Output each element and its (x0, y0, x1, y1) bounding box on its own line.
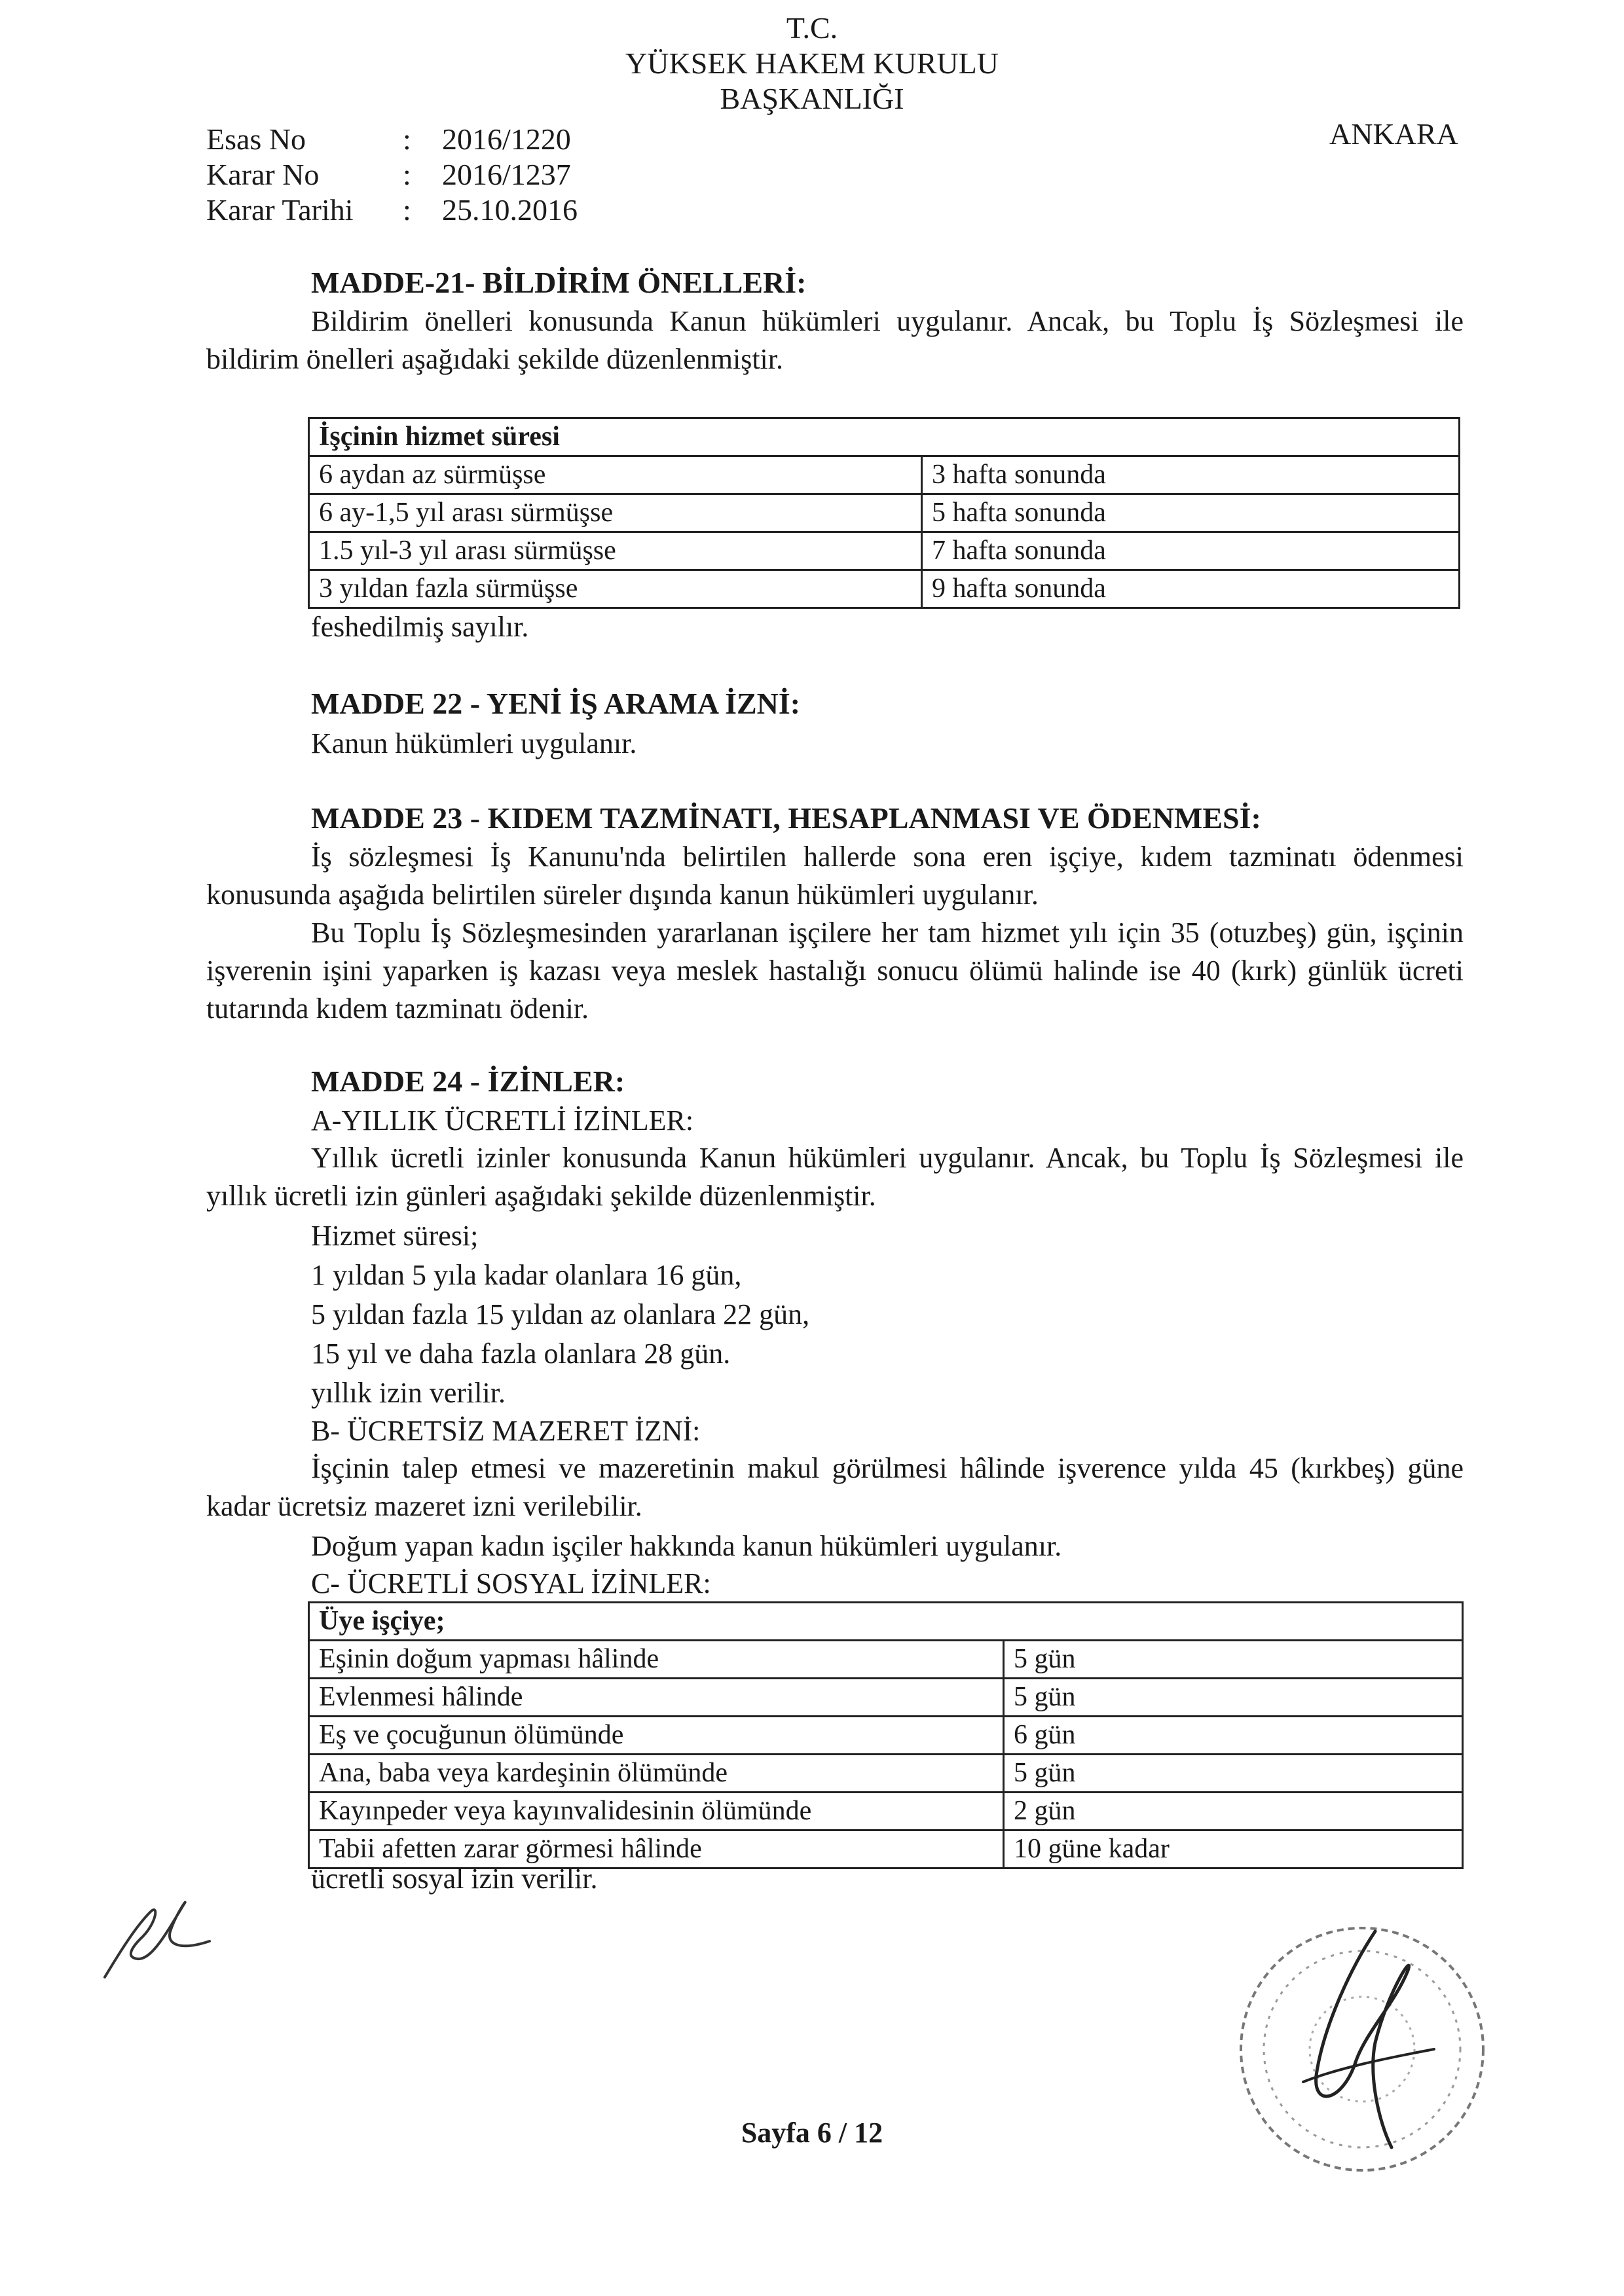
handwritten-initials (85, 1886, 216, 1990)
m23-para1: İş sözleşmesi İş Kanunu'nda belirtilen hallerde sona eren işçiye, kıdem tazminatı ödenmesi konusunda aşağıda belirtilen süreler dışında kanun hükümleri uygulanır. (206, 841, 1464, 911)
table-row: 3 yıldan fazla sürmüşse 9 hafta sonunda (309, 570, 1460, 608)
m21-title: MADDE-21- BİLDİRİM ÖNELLERİ: (311, 266, 807, 299)
case-meta (206, 122, 578, 228)
m24-a-line-2: 1 yıldan 5 yıla kadar olanlara 16 gün, (311, 1259, 742, 1291)
table-row: 6 aydan az sürmüşse 3 hafta sonunda (309, 456, 1460, 494)
table-header: Üye işçiye; (309, 1603, 1463, 1641)
m21-para: Bildirim önelleri konusunda Kanun hükümleri uygulanır. Ancak, bu Toplu İş Sözleşmesi ile bildirim önelleri aşağıdaki şekilde düzenlenmiştir. (206, 305, 1464, 375)
m24-a-para: Yıllık ücretli izinler konusunda Kanun hükümleri uygulanır. Ancak, bu Toplu İş Sözleşmesi ile yıllık ücretli izin günleri aşağıdaki şekilde düzenlenmiştir. (206, 1142, 1464, 1212)
m24-c-title: C- ÜCRETLİ SOSYAL İZİNLER: (311, 1567, 711, 1599)
table-row: Ana, baba veya kardeşinin ölümünde 5 gün (309, 1755, 1463, 1793)
table-row: Eş ve çocuğunun ölümünde 6 gün (309, 1717, 1463, 1755)
social-leave-table (308, 1601, 1464, 1869)
city-label: ANKARA (1329, 117, 1458, 151)
m24-a-line-1: Hizmet süresi; (311, 1220, 479, 1252)
notice-period-table (308, 417, 1460, 609)
m24-title: MADDE 24 - İZİNLER: (311, 1065, 625, 1098)
m24-a-line-4: 15 yıl ve daha fazla olanlara 28 gün. (311, 1338, 731, 1370)
header-line-1: T.C. (786, 11, 838, 45)
table-row (309, 418, 1460, 456)
header-line-2: YÜKSEK HAKEM KURULU (625, 46, 999, 80)
table-header: İşçinin hizmet süresi (309, 418, 1460, 456)
table-row (309, 1603, 1463, 1641)
meta-row-karar: Karar No : 2016/1237 (206, 158, 571, 191)
meta-row-esas: Esas No : 2016/1220 (206, 122, 571, 156)
m24-a-line-3: 5 yıldan fazla 15 yıldan az olanlara 22 gün, (311, 1298, 810, 1330)
table-row: Eşinin doğum yapması hâlinde 5 gün (309, 1641, 1463, 1679)
table-row: Evlenmesi hâlinde 5 gün (309, 1679, 1463, 1717)
table-row: 6 ay-1,5 yıl arası sürmüşse 5 hafta sonunda (309, 494, 1460, 532)
table-row: Tabii afetten zarar görmesi hâlinde 10 güne kadar (309, 1831, 1463, 1868)
page-number: Sayfa 6 / 12 (741, 2117, 883, 2149)
m24-a-line-5: yıllık izin verilir. (311, 1377, 506, 1409)
m24-b-title: B- ÜCRETSİZ MAZERET İZNİ: (311, 1415, 701, 1447)
header-line-3: BAŞKANLIĞI (720, 82, 904, 115)
m22-para: Kanun hükümleri uygulanır. (311, 727, 637, 759)
official-seal (1225, 1912, 1506, 2193)
m23-para2: Bu Toplu İş Sözleşmesinden yararlanan işçilere her tam hizmet yılı için 35 (otuzbeş) gün, işçinin işverenin işini yaparken iş kazası veya meslek hastalığı sonucu ölümü halinde ise 40 (kırk) günlük ücreti tutarında kıdem tazminatı ödenir. (206, 917, 1464, 1025)
m22-title: MADDE 22 - YENİ İŞ ARAMA İZNİ: (311, 687, 801, 720)
m23-title: MADDE 23 - KIDEM TAZMİNATI, HESAPLANMASI VE ÖDENMESİ: (311, 801, 1261, 835)
table-row: 1.5 yıl-3 yıl arası sürmüşse 7 hafta sonunda (309, 532, 1460, 570)
m21-after: feshedilmiş sayılır. (311, 611, 529, 643)
m24-b-para: İşçinin talep etmesi ve mazeretinin makul görülmesi hâlinde işverence yılda 45 (kırkbeş) güne kadar ücretsiz mazeret izni verilebilir. (206, 1452, 1464, 1522)
meta-row-tarih: Karar Tarihi : 25.10.2016 (206, 193, 578, 227)
table-row: Kayınpeder veya kayınvalidesinin ölümünde 2 gün (309, 1793, 1463, 1831)
m24-c-after: ücretli sosyal izin verilir. (311, 1863, 598, 1895)
m24-a-title: A-YILLIK ÜCRETLİ İZİNLER: (311, 1104, 694, 1137)
m24-b-para2: Doğum yapan kadın işçiler hakkında kanun hükümleri uygulanır. (311, 1530, 1062, 1562)
